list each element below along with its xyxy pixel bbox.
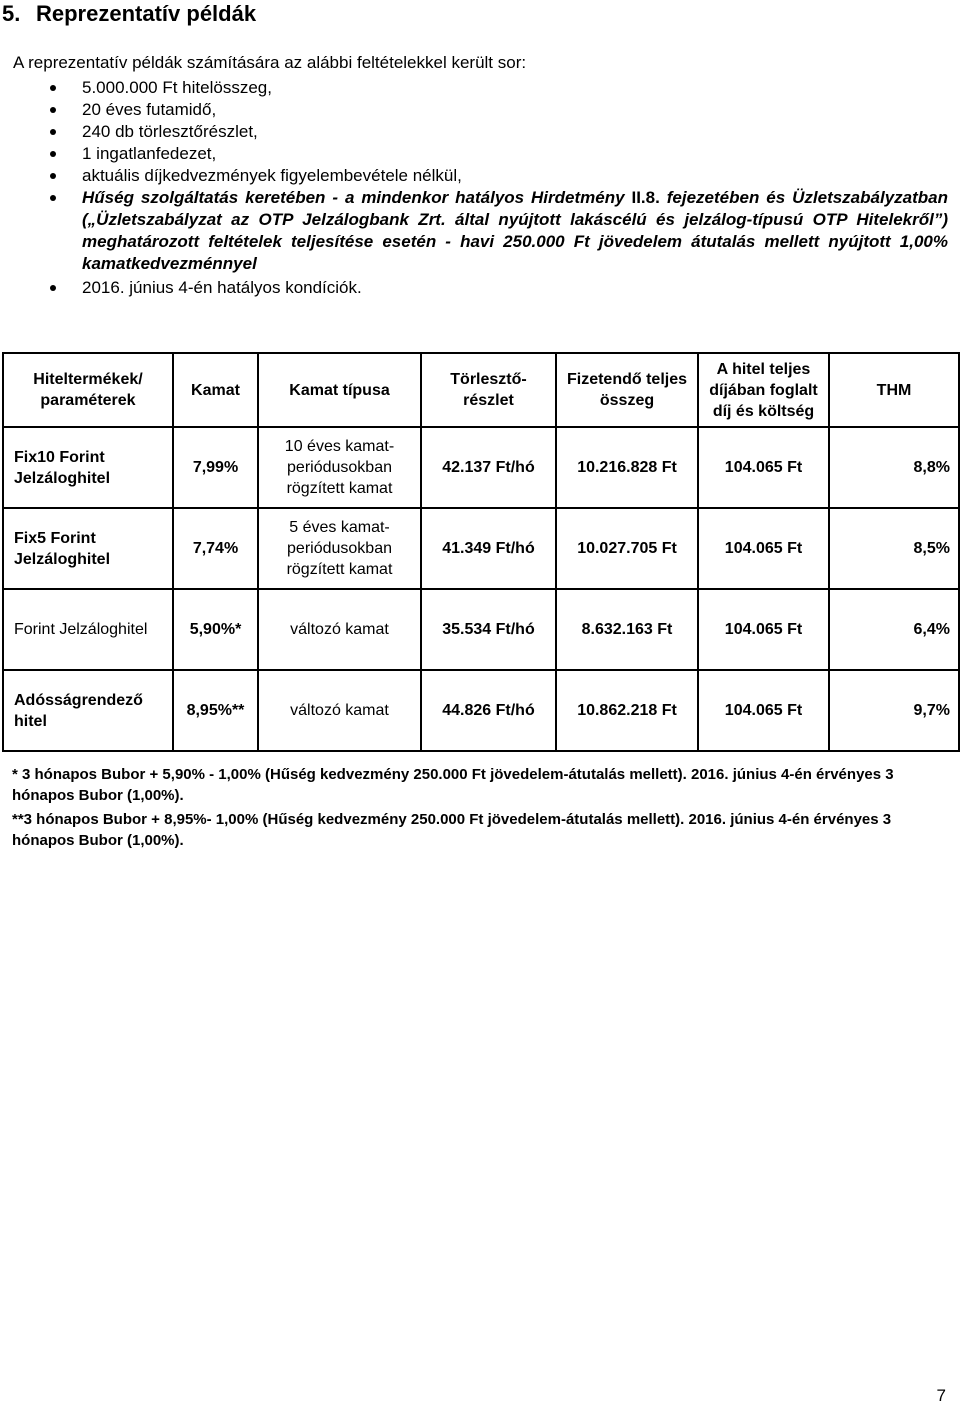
column-header-rate-type: Kamat típusa — [258, 353, 421, 427]
footnote: **3 hónapos Bubor + 8,95%- 1,00% (Hűség kedvezmény 250.000 Ft jövedelem-átutalás mellett). 2016. június 4-én érvényes 3 hónapos Bubor (1,00%). — [12, 811, 892, 849]
cell-installment: 44.826 Ft/hó — [421, 670, 556, 751]
bullet-dot-icon — [50, 129, 56, 135]
cell-rate-type: változó kamat — [258, 670, 421, 751]
section-number: 5. — [2, 1, 21, 26]
cell-product: Adósságrendező hitel — [3, 670, 173, 751]
column-header-product: Hiteltermékek/ paraméterek — [3, 353, 173, 427]
column-header-thm: THM — [829, 353, 959, 427]
cell-thm: 6,4% — [829, 589, 959, 670]
cell-included-costs: 104.065 Ft — [698, 508, 829, 589]
section-title: Reprezentatív példák — [36, 1, 257, 26]
cell-product: Forint Jelzáloghitel — [3, 589, 173, 670]
list-item: 1 ingatlanfedezet, — [0, 143, 960, 165]
loyalty-discount-item: Hűség szolgáltatás keretében - a mindenkor hatályos Hirdetmény II.8. fejezetében és Üzletszabályzatban („Üzletszabályzat az OTP Jelzálogbank Zrt. által nyújtott lakáscélú és jelzálog-típusú OTP Hitelekről”) meghatározott feltételek teljesítése esetén - havi 250.000 Ft jövedelem átutalás mellett nyújtott 1,00% kamatkedvezménnyel — [0, 187, 960, 275]
list-item: 2016. június 4-én hatályos kondíciók. — [0, 277, 960, 299]
page-number: 7 — [936, 1386, 946, 1405]
representative-examples-table — [2, 352, 960, 752]
conditions-list — [0, 77, 960, 299]
cell-product: Fix10 Forint Jelzáloghitel — [3, 427, 173, 508]
cell-rate: 5,90%* — [173, 589, 258, 670]
column-header-rate: Kamat — [173, 353, 258, 427]
table-row — [3, 508, 959, 589]
bullet-dot-icon — [50, 195, 56, 201]
table-row — [3, 670, 959, 751]
cell-installment: 41.349 Ft/hó — [421, 508, 556, 589]
cell-rate: 8,95%** — [173, 670, 258, 751]
cell-thm: 8,8% — [829, 427, 959, 508]
bullet-dot-icon — [50, 85, 56, 91]
intro-paragraph: A reprezentatív példák számítására az alábbi feltételekkel került sor: — [13, 53, 527, 72]
list-item: 240 db törlesztőrészlet, — [0, 121, 960, 143]
cell-total-payable: 10.862.218 Ft — [556, 670, 698, 751]
cell-product: Fix5 Forint Jelzáloghitel — [3, 508, 173, 589]
column-header-included-costs: A hitel teljes díjában foglalt díj és költség — [698, 353, 829, 427]
column-header-total-payable: Fizetendő teljes összeg — [556, 353, 698, 427]
table-row — [3, 589, 959, 670]
cell-thm: 8,5% — [829, 508, 959, 589]
bullet-dot-icon — [50, 285, 56, 291]
cell-total-payable: 10.216.828 Ft — [556, 427, 698, 508]
bullet-dot-icon — [50, 151, 56, 157]
cell-rate-type: 5 éves kamat-periódusokban rögzített kamat — [258, 508, 421, 589]
table-header-row — [3, 353, 959, 427]
footnotes — [12, 764, 948, 851]
footnote: * 3 hónapos Bubor + 5,90% - 1,00% (Hűség kedvezmény 250.000 Ft jövedelem-átutalás mellett). 2016. június 4-én érvényes 3 hónapos Bubor (1,00%). — [12, 766, 894, 804]
cell-rate: 7,99% — [173, 427, 258, 508]
cell-installment: 35.534 Ft/hó — [421, 589, 556, 670]
section-heading — [2, 0, 256, 28]
bullet-dot-icon — [50, 173, 56, 179]
list-item: aktuális díjkedvezmények figyelembevétele nélkül, — [0, 165, 960, 187]
bullet-dot-icon — [50, 107, 56, 113]
cell-installment: 42.137 Ft/hó — [421, 427, 556, 508]
cell-thm: 9,7% — [829, 670, 959, 751]
cell-rate-type: változó kamat — [258, 589, 421, 670]
cell-total-payable: 10.027.705 Ft — [556, 508, 698, 589]
list-item: 20 éves futamidő, — [0, 99, 960, 121]
cell-rate: 7,74% — [173, 508, 258, 589]
table-row — [3, 427, 959, 508]
cell-included-costs: 104.065 Ft — [698, 589, 829, 670]
cell-included-costs: 104.065 Ft — [698, 670, 829, 751]
cell-total-payable: 8.632.163 Ft — [556, 589, 698, 670]
list-item: 5.000.000 Ft hitelösszeg, — [0, 77, 960, 99]
cell-rate-type: 10 éves kamat-periódusokban rögzített kamat — [258, 427, 421, 508]
cell-included-costs: 104.065 Ft — [698, 427, 829, 508]
column-header-installment: Törlesztő-részlet — [421, 353, 556, 427]
